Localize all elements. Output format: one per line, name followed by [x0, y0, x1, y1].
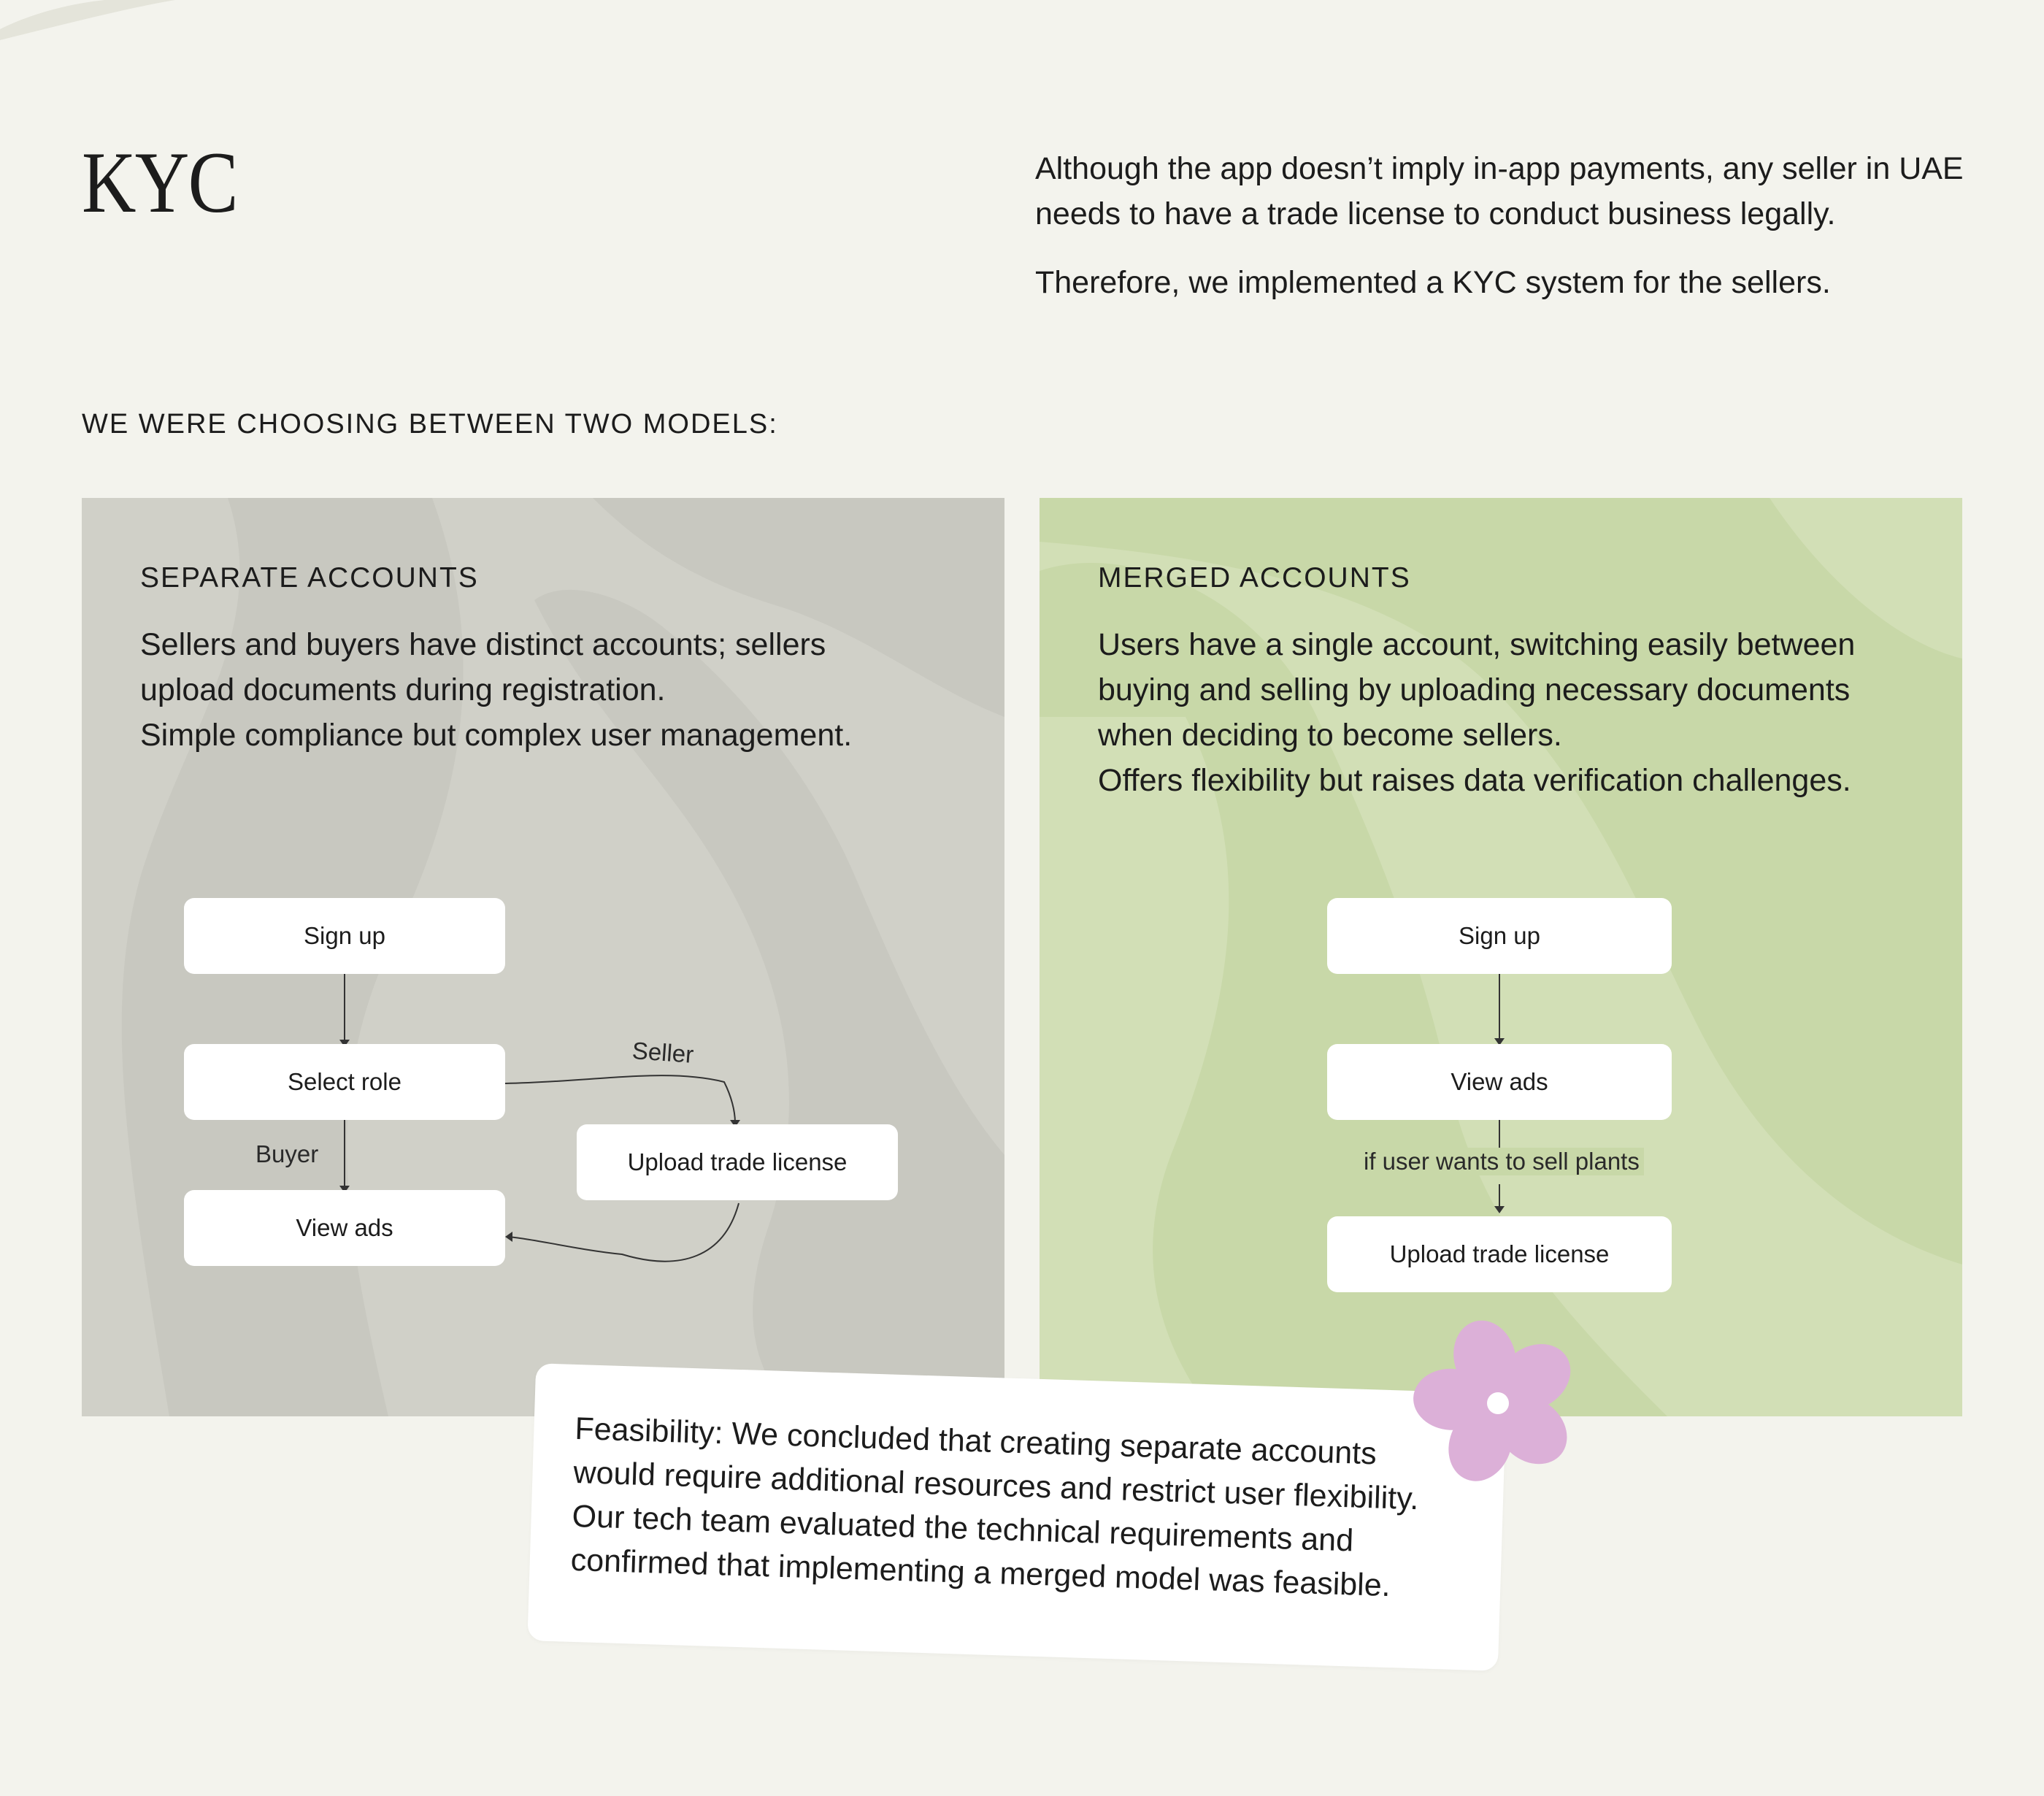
page-title: KYC [82, 134, 237, 231]
description-line: buying and selling by uploading necessary documents [1098, 672, 1851, 707]
description-line: Simple compliance but complex user management. [140, 718, 853, 753]
separate-accounts-heading: SEPARATE ACCOUNTS [140, 562, 479, 594]
note-line: Feasibility: We concluded that creating separate accounts [574, 1411, 1378, 1472]
note-line: confirmed that implementing a merged model was feasible. [570, 1542, 1391, 1604]
description-line: Sellers and buyers have distinct accounts; sellers [140, 627, 826, 662]
flow-label-seller: Seller [631, 1037, 695, 1068]
flow-node-sign-up: Sign up [1327, 898, 1672, 974]
corner-leaf-decoration [0, 0, 190, 44]
description-line: upload documents during registration. [140, 672, 666, 707]
flower-icon [1409, 1314, 1584, 1489]
description-line: Offers flexibility but raises data verification challenges. [1098, 763, 1851, 798]
intro-text [1035, 146, 1999, 329]
merged-accounts-panel [1040, 498, 1962, 1416]
section-label: WE WERE CHOOSING BETWEEN TWO MODELS: [82, 409, 778, 440]
flow-node-sign-up: Sign up [184, 898, 505, 974]
description-line: when deciding to become sellers. [1098, 718, 1562, 753]
description-line: Users have a single account, switching easily between [1098, 627, 1856, 662]
intro-paragraph-1: Although the app doesn’t imply in-app payments, any seller in UAE needs to have a trade license to conduct business legally. [1035, 151, 1964, 231]
flow-label-buyer: Buyer [256, 1140, 319, 1167]
flow-node-upload-trade-license: Upload trade license [1327, 1216, 1672, 1292]
flow-node-upload-trade-license: Upload trade license [577, 1124, 898, 1200]
flow-node-view-ads: View ads [184, 1190, 505, 1266]
merged-accounts-heading: MERGED ACCOUNTS [1098, 562, 1411, 594]
feasibility-note-card [527, 1363, 1506, 1671]
feasibility-note-text [570, 1407, 1473, 1611]
intro-paragraph-2: Therefore, we implemented a KYC system for the sellers. [1035, 265, 1831, 300]
flow-node-select-role: Select role [184, 1044, 505, 1120]
flow-label-condition: if user wants to sell plants [1359, 1148, 1644, 1175]
note-line: would require additional resources and restrict user flexibility. [572, 1454, 1420, 1517]
note-line: Our tech team evaluated the technical requirements and [571, 1498, 1354, 1559]
flow-node-view-ads: View ads [1327, 1044, 1672, 1120]
separate-accounts-panel [82, 498, 1004, 1416]
